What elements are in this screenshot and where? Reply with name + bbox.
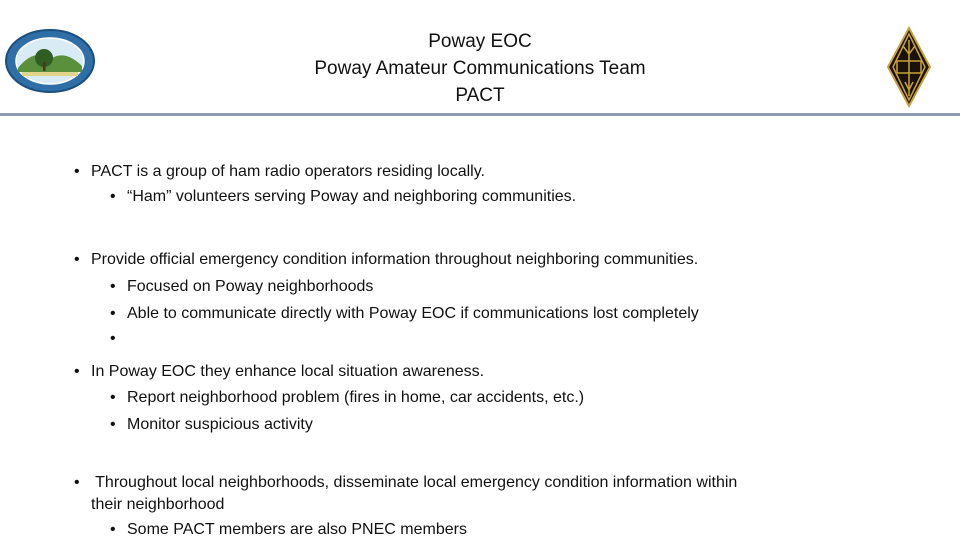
sub-bullet-text: Report neighborhood problem (fires in home, car accidents, etc.) <box>127 389 585 406</box>
sub-bullet-text: Some PACT members are also PNEC members <box>127 521 467 538</box>
bullet-text: their neighborhood <box>91 496 225 513</box>
sub-bullet-item: • Some PACT members are also PNEC members <box>110 521 467 538</box>
slide-title <box>180 28 780 109</box>
bullet-continuation <box>91 495 224 515</box>
bullet-item: • PACT is a group of ham radio operators residing locally. <box>74 163 485 180</box>
header-divider <box>0 113 960 116</box>
sub-bullet-item: • <box>110 330 116 347</box>
arrl-diamond-logo-icon <box>886 26 932 108</box>
bullet-text: Provide official emergency condition information throughout neighboring communities. <box>91 251 699 268</box>
sub-bullet-item: • “Ham” volunteers serving Poway and neighboring communities. <box>110 188 577 205</box>
bullet-text: PACT is a group of ham radio operators residing locally. <box>91 163 485 180</box>
bullet-item: • Throughout local neighborhoods, disseminate local emergency condition information within <box>74 474 738 491</box>
title-line: PACT <box>455 85 505 106</box>
sub-bullet-text: Focused on Poway neighborhoods <box>127 278 374 295</box>
bullet-text: In Poway EOC they enhance local situation awareness. <box>91 363 485 380</box>
bullet-text: Throughout local neighborhoods, disseminate local emergency condition information within <box>91 474 738 491</box>
sub-bullet-text: Able to communicate directly with Poway EOC if communications lost completely <box>127 305 699 322</box>
title-line: Poway Amateur Communications Team <box>314 58 646 79</box>
sub-bullet-item: • Able to communicate directly with Poway EOC if communications lost completely <box>110 305 699 322</box>
title-line: Poway EOC <box>428 31 532 52</box>
sub-bullet-text: Monitor suspicious activity <box>127 416 313 433</box>
sub-bullet-item: • Focused on Poway neighborhoods <box>110 278 374 295</box>
bullet-item: • In Poway EOC they enhance local situation awareness. <box>74 363 485 380</box>
bullet-item: • Provide official emergency condition information throughout neighboring communities. <box>74 251 699 268</box>
sub-bullet-item: • Monitor suspicious activity <box>110 416 313 433</box>
sub-bullet-item: • Report neighborhood problem (fires in home, car accidents, etc.) <box>110 389 585 406</box>
city-of-poway-seal-icon <box>4 28 96 94</box>
sub-bullet-text: “Ham” volunteers serving Poway and neighboring communities. <box>127 188 577 205</box>
